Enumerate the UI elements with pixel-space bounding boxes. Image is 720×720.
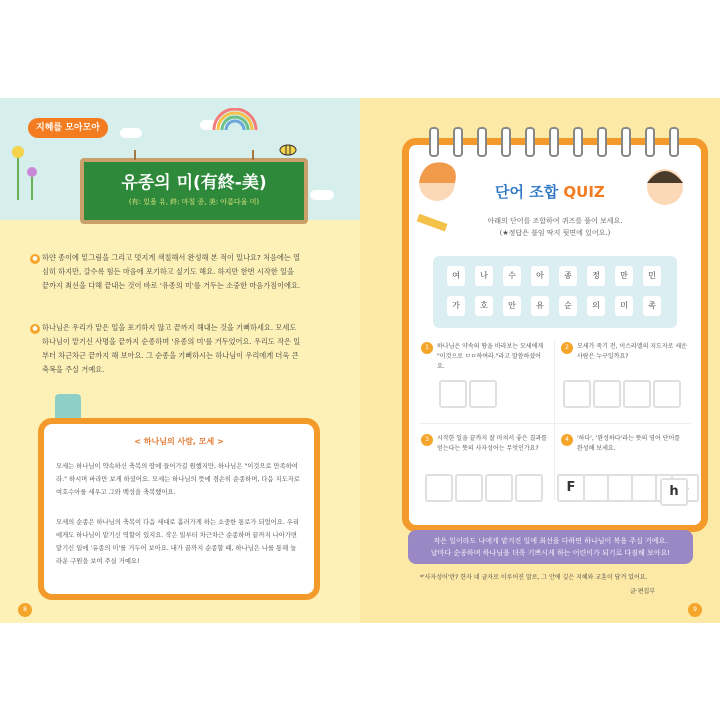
letter-cell: 정 (587, 266, 605, 286)
letter-cell: 아 (531, 266, 549, 286)
letter-cell: 족 (643, 296, 661, 316)
answer-box[interactable] (515, 474, 543, 502)
letter-cell: 안 (503, 296, 521, 316)
answer-box[interactable]: F (557, 474, 585, 502)
quiz-divider (419, 423, 691, 424)
story-paragraph: 모세의 순종은 하나님의 축복이 다음 세대로 흘러가게 하는 소중한 통로가 되었어요. 우리에게도 하나님이 맡기신 역할이 있지요. 작은 일부터 차근차근 순종하며 끝까지 나아가면 맡기신 일에 '유종의 미'를 거두어 보아요. 내가 끝까지 순종할 때, 하나님은 나를 통해 놀라운 구원을 보여 주실 거예요! (56, 519, 299, 565)
answer-box[interactable] (623, 380, 651, 408)
letter-cell: 미 (615, 296, 633, 316)
story-box-title: < 하나님의 사람, 모세 > (134, 437, 224, 446)
section-tag: 지혜를 모아모아 (28, 118, 108, 138)
question-number: 4 (561, 434, 573, 446)
answer-box[interactable] (563, 380, 591, 408)
second-paragraph: 하나님은 우리가 맡은 일을 포기하지 않고 끝까지 해내는 것을 기뻐하세요. 모세도 하나님이 맡기신 사명을 끝까지 순종하며 '유종의 미'를 거두었어요. 우리도 작은 일부터 차근차근 끝까지 해 보아요. 그 순종을 기뻐하시는 하나님이 우리에게 더욱 큰 축복을 주실 거예요. (42, 323, 301, 374)
closing-line: 날마다 순종하며 하나님을 더욱 기쁘시게 하는 어린이가 되기로 다짐해 보아요! (430, 549, 671, 557)
letter-cell: 의 (587, 296, 605, 316)
question-number: 3 (421, 434, 433, 446)
question-text: 시작한 일을 끝까지 잘 마쳐서 좋은 결과를 얻는다는 뜻의 사자성어는 무엇인가요? (437, 435, 547, 452)
answer-box[interactable] (485, 474, 513, 502)
bee-icon (278, 140, 298, 156)
closing-line: 작은 일이라도 나에게 맡겨진 일에 최선을 다하면 하나님이 복을 주실 거예요. (433, 537, 668, 545)
page-subtitle: (有: 있을 유, 終: 마칠 종, 美: 아름다울 미) (128, 198, 260, 206)
answer-box[interactable] (469, 380, 497, 408)
quiz-title-kr: 단어 조합 (495, 183, 559, 201)
quiz-title (495, 181, 605, 202)
notepad-ring (597, 127, 607, 157)
letter-cell: 만 (615, 266, 633, 286)
answer-box[interactable] (425, 474, 453, 502)
board-peg (252, 150, 254, 160)
question-number: 2 (561, 342, 573, 354)
board-peg (134, 150, 136, 160)
story-box (38, 418, 320, 600)
answer-box[interactable]: h (660, 478, 688, 506)
paragraph-bullet: ● (30, 324, 40, 334)
answer-box[interactable] (593, 380, 621, 408)
question-text: 하나님은 약속의 땅을 바라보는 모세에게 "이것으로 ㅁㅁ하여라."라고 말씀하셨어요. (437, 343, 544, 370)
letter-cell: 호 (475, 296, 493, 316)
notepad-ring (621, 127, 631, 157)
letter-cell: 순 (559, 296, 577, 316)
page-number: 9 (688, 603, 702, 617)
question-text: '하다', '완성하다'라는 뜻의 영어 단어를 완성해 보세요. (577, 435, 681, 452)
story-paragraph: 모세는 하나님이 약속하신 축복의 땅에 들어가길 원했지만, 하나님은 "이것으로 만족하여라." 하시며 바라만 보게 하셨어요. 모세는 하나님의 뜻에 겸손히 순종하며, 다음 지도자로 여호수아를 세우고 그와 백성을 축복했어요. (56, 463, 300, 496)
notepad-ring (669, 127, 679, 157)
answer-box[interactable] (455, 474, 483, 502)
letter-cell: 종 (559, 266, 577, 286)
letter-cell: 여 (447, 266, 465, 286)
notepad-ring (501, 127, 511, 157)
page-title: 유종의 미(有終-美) (121, 173, 267, 193)
quiz-description (409, 215, 701, 239)
rainbow-icon (210, 108, 260, 130)
notepad-ring (477, 127, 487, 157)
closing-message-banner (408, 530, 693, 564)
page-number: 8 (18, 603, 32, 617)
quiz-question-1 (421, 342, 544, 422)
letter-cell: 수 (503, 266, 521, 286)
paragraph-bullet: ● (30, 254, 40, 264)
notepad-ring (525, 127, 535, 157)
quiz-divider (554, 340, 555, 500)
quiz-answer-note: (★정답은 불임 딱지 뒷면에 있어요.) (499, 229, 611, 237)
author-credit: 글·편집부 (630, 588, 656, 595)
girl-character-icon (409, 153, 465, 209)
quiz-question-3 (421, 434, 547, 514)
left-page (0, 98, 360, 623)
letter-cell: 나 (475, 266, 493, 286)
intro-paragraph: 하얀 종이에 밑그림을 그리고 멋지게 색칠해서 완성해 본 적이 있나요? 처음에는 열심히 하지만, 갈수록 힘든 마음에 포기하고 싶기도 해요. 하지만 한번 시작한 일을 끝까지 최선을 다해 끝내는 것이 바로 '유종의 미'를 거두는 소중한 마음가짐이에요. (42, 253, 301, 290)
flower-icon (8, 142, 42, 202)
quiz-instruction: 아래의 단어를 조합하여 퀴즈를 풀어 보세요. (487, 217, 623, 225)
notepad-ring (573, 127, 583, 157)
cloud-icon (310, 190, 334, 200)
notepad-ring (645, 127, 655, 157)
notepad-ring (549, 127, 559, 157)
footnote: *'사자성어'란? 한자 네 글자로 이루어진 말로, 그 안에 깊은 지혜와 교훈이 담겨 있어요. (420, 574, 648, 581)
answer-box[interactable] (653, 380, 681, 408)
quiz-notepad (402, 138, 708, 532)
question-number: 1 (421, 342, 433, 354)
title-board (80, 158, 308, 224)
cloud-icon (120, 128, 142, 138)
boy-character-icon (637, 157, 693, 213)
letter-cell: 민 (643, 266, 661, 286)
question-text: 모세가 죽기 전, 이스라엘의 지도자로 세운 사람은 누구일까요? (577, 343, 687, 360)
letter-grid (433, 256, 677, 328)
answer-box[interactable] (439, 380, 467, 408)
quiz-title-en: QUIZ (563, 183, 605, 201)
letter-cell: 유 (531, 296, 549, 316)
quiz-question-2 (561, 342, 687, 422)
letter-cell: 가 (447, 296, 465, 316)
